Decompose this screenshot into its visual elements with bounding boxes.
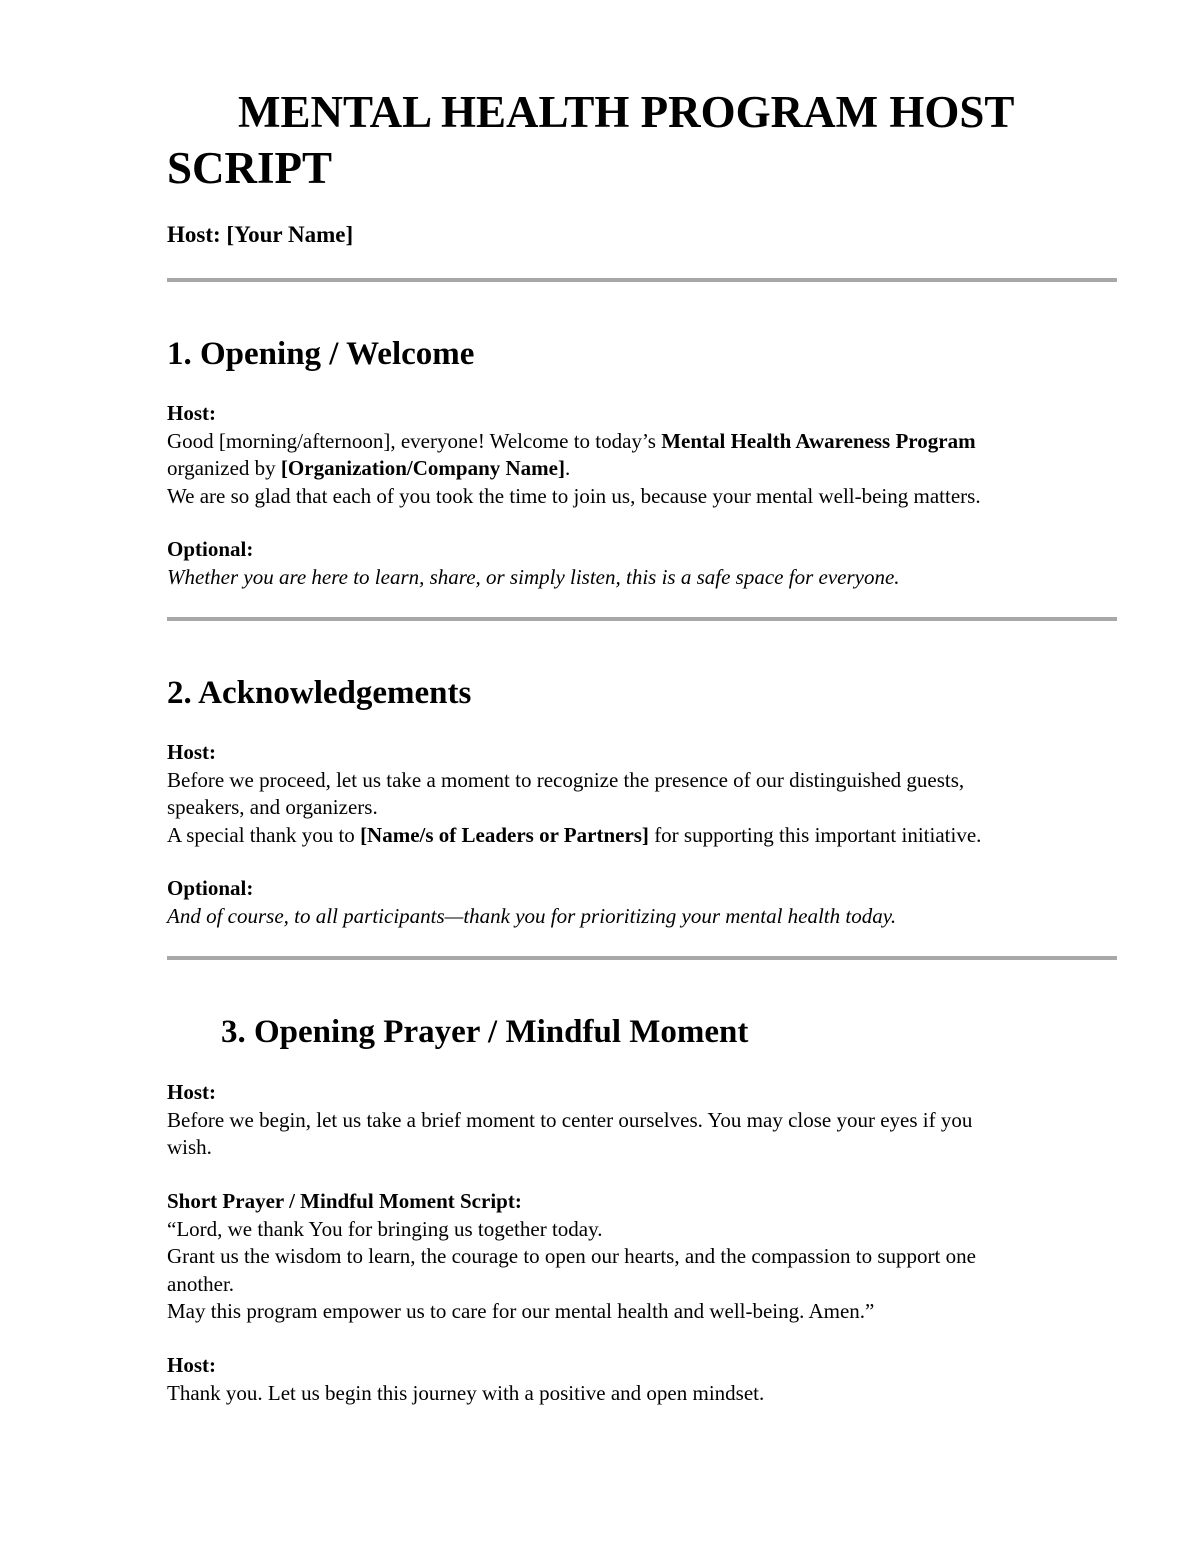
host-label: Host: [167, 1353, 216, 1377]
section-heading-opening: 1. Opening / Welcome [167, 336, 475, 372]
paragraph-line [167, 428, 1117, 456]
divider [167, 617, 1117, 621]
section-acknowledgements-optional [167, 875, 1117, 930]
optional-text: And of course, to all participants—thank you for prioritizing your mental health today. [167, 903, 897, 928]
paragraph-line: Before we begin, let us take a brief moment to center ourselves. You may close your eyes if you [167, 1107, 973, 1132]
section-opening-body [167, 400, 1117, 510]
paragraph-line [167, 822, 1117, 850]
text: for supporting this important initiative. [648, 822, 982, 847]
paragraph-line: We are so glad that each of you took the time to join us, because your mental well-being matters. [167, 483, 981, 508]
script-label: Short Prayer / Mindful Moment Script: [167, 1189, 522, 1213]
section-heading-acknowledgements: 2. Acknowledgements [167, 675, 472, 711]
section-heading-opening-prayer: 3. Opening Prayer / Mindful Moment [221, 1014, 749, 1050]
document-title: MENTAL HEALTH PROGRAM HOST SCRIPT [167, 87, 1014, 193]
paragraph-line: Before we proceed, let us take a moment to recognize the presence of our distinguished guests, [167, 767, 965, 792]
section-opening-optional [167, 536, 1117, 591]
leaders-placeholder: [Name/s of Leaders or Partners] [360, 822, 649, 847]
section-prayer-script [167, 1188, 1117, 1326]
prayer-line: “Lord, we thank You for bringing us together today. [167, 1216, 603, 1241]
prayer-line: May this program empower us to care for our mental health and well-being. Amen.” [167, 1299, 875, 1323]
prayer-line: another. [167, 1271, 235, 1296]
host-name-line: Host: [Your Name] [167, 222, 354, 247]
text: Good [morning/afternoon], everyone! Welcome to today’s [167, 428, 662, 453]
optional-label: Optional: [167, 876, 254, 900]
section-prayer-body [167, 1079, 1117, 1162]
organization-placeholder: [Organization/Company Name] [280, 456, 565, 480]
text: . [565, 456, 571, 480]
divider [167, 956, 1117, 960]
document-page [167, 84, 1117, 1405]
program-name: Mental Health Awareness Program [661, 428, 976, 453]
section-acknowledgements-body [167, 739, 1117, 849]
host-label: Host: [167, 1080, 216, 1104]
prayer-line: Grant us the wisdom to learn, the courage to open our hearts, and the compassion to support one [167, 1244, 976, 1268]
optional-text: Whether you are here to learn, share, or simply listen, this is a safe space for everyone. [167, 564, 900, 589]
divider [167, 278, 1117, 282]
host-label: Host: [167, 401, 216, 425]
closing-line: Thank you. Let us begin this journey with a positive and open mindset. [167, 1380, 765, 1405]
paragraph-line [167, 455, 1117, 483]
paragraph-line: speakers, and organizers. [167, 795, 378, 819]
optional-label: Optional: [167, 537, 254, 561]
host-label: Host: [167, 740, 216, 764]
text: A special thank you to [167, 822, 361, 847]
text: organized by [167, 456, 281, 480]
paragraph-line: wish. [167, 1135, 212, 1159]
section-prayer-closing [167, 1352, 1117, 1407]
